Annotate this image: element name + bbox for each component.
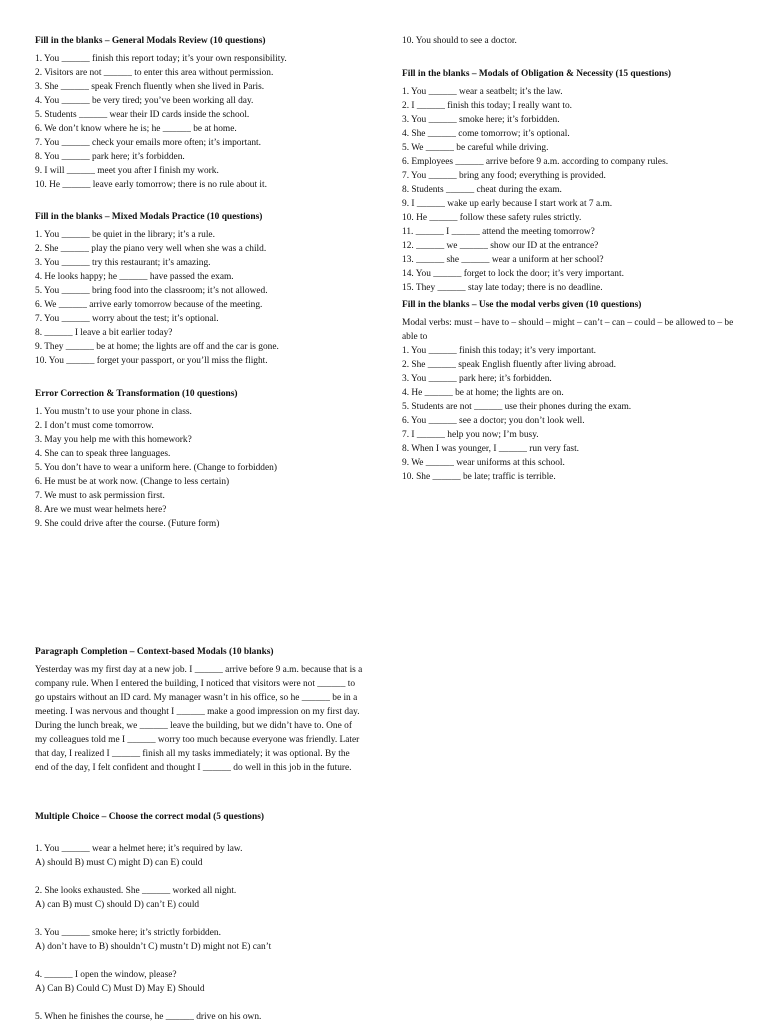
paragraph-text: Yesterday was my first day at a new job. I ______ arrive before 9 a.m. because that is a company rule. When I entered the building, I noticed that visitors were not ______ to go upstairs without an ID card. My manager wasn’t in his office, so he ______ be in a meeting. I was nervous and thought I ______ make a good impression on my first day. During the lunch break, we ______ leave the building, but we didn’t have to. One of my colleagues told me I ______ worry too much because everyone was friendly. Later that day, I realized I ______ finish all my tasks immediately; it was optional. By the end of the day, I felt confident and thought I ______ do well in this job in the future. (35, 665, 363, 773)
question-item: 8. Are we must wear helmets here? (35, 505, 167, 515)
question-item: 8. When I was younger, I ______ run very fast. (402, 444, 580, 454)
section-title: Fill in the blanks – Modals of Obligation & Necessity (15 questions) (402, 69, 672, 79)
question-item: 14. You ______ forget to lock the door; it’s very important. (402, 269, 624, 279)
continued-error-item (402, 34, 517, 48)
section-title: Fill in the blanks – General Modals Review (10 questions) (35, 36, 266, 46)
question-item: 10. You ______ forget your passport, or you’ll miss the flight. (35, 356, 268, 366)
question-item: 4. She ______ come tomorrow; it’s optional. (402, 129, 570, 139)
question-item: 3. You ______ smoke here; it’s forbidden. (402, 115, 560, 125)
question-item: 3. You ______ try this restaurant; it’s amazing. (35, 258, 211, 268)
section-title: Fill in the blanks – Mixed Modals Practice (10 questions) (35, 212, 263, 222)
question-item: 7. You ______ worry about the test; it’s optional. (35, 314, 219, 324)
question-item: 1. You mustn’t to use your phone in class. (35, 407, 192, 417)
section-general-modals (35, 34, 287, 192)
mc-question-text: 3. You ______ smoke here; it’s strictly forbidden. (35, 928, 221, 938)
question-item: 2. Visitors are not ______ to enter this area without permission. (35, 68, 274, 78)
question-item: 10. She ______ be late; traffic is terrible. (402, 472, 556, 482)
section-given-modals (402, 298, 738, 484)
mc-options: A) don’t have to B) shouldn’t C) mustn’t D) might not E) can’t (35, 942, 272, 952)
mc-options: A) should B) must C) might D) can E) could (35, 858, 203, 868)
mc-question (35, 1010, 271, 1024)
question-item: 1. You ______ wear a seatbelt; it’s the law. (402, 87, 563, 97)
question-item: 4. He looks happy; he ______ have passed the exam. (35, 272, 234, 282)
mc-question (35, 884, 271, 912)
question-item: 1. You ______ be quiet in the library; it’s a rule. (35, 230, 215, 240)
question-item: 1. You ______ finish this today; it’s very important. (402, 346, 597, 356)
question-item: 1. You ______ finish this report today; it’s your own responsibility. (35, 54, 287, 64)
question-item: 10. He ______ leave early tomorrow; there is no rule about it. (35, 180, 267, 190)
question-item: 2. She ______ speak English fluently after living abroad. (402, 360, 617, 370)
question-item: 5. You ______ bring food into the classroom; it’s not allowed. (35, 286, 268, 296)
question-item: 13. ______ she ______ wear a uniform at her school? (402, 255, 604, 265)
question-item: 8. ______ I leave a bit earlier today? (35, 328, 173, 338)
section-paragraph-completion (35, 645, 363, 775)
question-item: 2. I don’t must come tomorrow. (35, 421, 154, 431)
mc-question-text: 1. You ______ wear a helmet here; it’s required by law. (35, 844, 243, 854)
question-list (402, 85, 671, 295)
question-item: 6. We ______ arrive early tomorrow because of the meeting. (35, 300, 263, 310)
question-list (35, 228, 279, 368)
question-item: 9. I will ______ meet you after I finish my work. (35, 166, 219, 176)
question-item: 4. You ______ be very tired; you’ve been working all day. (35, 96, 254, 106)
section-error-correction (35, 387, 277, 531)
question-list (35, 52, 287, 192)
question-item: 9. We ______ wear uniforms at this school. (402, 458, 565, 468)
question-item: 3. You ______ park here; it’s forbidden. (402, 374, 552, 384)
mc-question (35, 926, 271, 954)
section-title: Error Correction & Transformation (10 questions) (35, 389, 238, 399)
question-item: 4. He ______ be at home; the lights are on. (402, 388, 564, 398)
mc-question-text: 4. ______ I open the window, please? (35, 970, 177, 980)
question-item: 6. You ______ see a doctor; you don’t look well. (402, 416, 585, 426)
question-item: 10. He ______ follow these safety rules strictly. (402, 213, 582, 223)
question-item: 11. ______ I ______ attend the meeting tomorrow? (402, 227, 595, 237)
mc-question (35, 968, 271, 996)
question-item: 6. Employees ______ arrive before 9 a.m. according to company rules. (402, 157, 669, 167)
section-title: Fill in the blanks – Use the modal verbs given (10 questions) (402, 300, 642, 310)
question-item: 5. Students ______ wear their ID cards inside the school. (35, 110, 250, 120)
mc-options: A) can B) must C) should D) can’t E) could (35, 900, 200, 910)
question-item: 15. They ______ stay late today; there is no deadline. (402, 283, 603, 293)
modal-verbs-list: Modal verbs: must – have to – should – might – can’t – can – could – be allowed to – be able to (402, 318, 734, 342)
question-item: 9. She could drive after the course. (Future form) (35, 519, 220, 529)
question-item: 9. They ______ be at home; the lights are off and the car is gone. (35, 342, 279, 352)
question-list (402, 344, 738, 484)
question-item: 5. Students are not ______ use their phones during the exam. (402, 402, 632, 412)
question-item: 7. We must to ask permission first. (35, 491, 165, 501)
mc-question-text: 5. When he finishes the course, he ______ drive on his own. (35, 1012, 262, 1022)
question-item: 3. She ______ speak French fluently when she lived in Paris. (35, 82, 265, 92)
question-item: 9. I ______ wake up early because I start work at 7 a.m. (402, 199, 613, 209)
question-item: 6. We don’t know where he is; he ______ be at home. (35, 124, 237, 134)
question-item: 7. You ______ check your emails more often; it’s important. (35, 138, 262, 148)
question-item: 6. He must be at work now. (Change to less certain) (35, 477, 230, 487)
question-item: 7. You ______ bring any food; everything is provided. (402, 171, 606, 181)
question-item: 12. ______ we ______ show our ID at the entrance? (402, 241, 599, 251)
question-item: 2. She ______ play the piano very well when she was a child. (35, 244, 267, 254)
question-item: 7. I ______ help you now; I’m busy. (402, 430, 539, 440)
section-title: Multiple Choice – Choose the correct modal (5 questions) (35, 812, 264, 822)
question-item: 5. You don’t have to wear a uniform here. (Change to forbidden) (35, 463, 277, 473)
question-list (35, 405, 277, 531)
mc-question (35, 842, 271, 870)
question-item: 8. Students ______ cheat during the exam. (402, 185, 562, 195)
section-mixed-modals (35, 210, 279, 368)
question-item: 5. We ______ be careful while driving. (402, 143, 549, 153)
question-item: 4. She can to speak three languages. (35, 449, 171, 459)
section-title: Paragraph Completion – Context-based Modals (10 blanks) (35, 647, 274, 657)
section-multiple-choice (35, 810, 271, 1024)
question-item: 2. I ______ finish this today; I really want to. (402, 101, 573, 111)
question-item: 8. You ______ park here; it’s forbidden. (35, 152, 185, 162)
question-item: 3. May you help me with this homework? (35, 435, 192, 445)
section-obligation-necessity (402, 67, 671, 295)
mc-question-text: 2. She looks exhausted. She ______ worked all night. (35, 886, 237, 896)
question-item: 10. You should to see a doctor. (402, 36, 517, 46)
mc-options: A) Can B) Could C) Must D) May E) Should (35, 984, 205, 994)
